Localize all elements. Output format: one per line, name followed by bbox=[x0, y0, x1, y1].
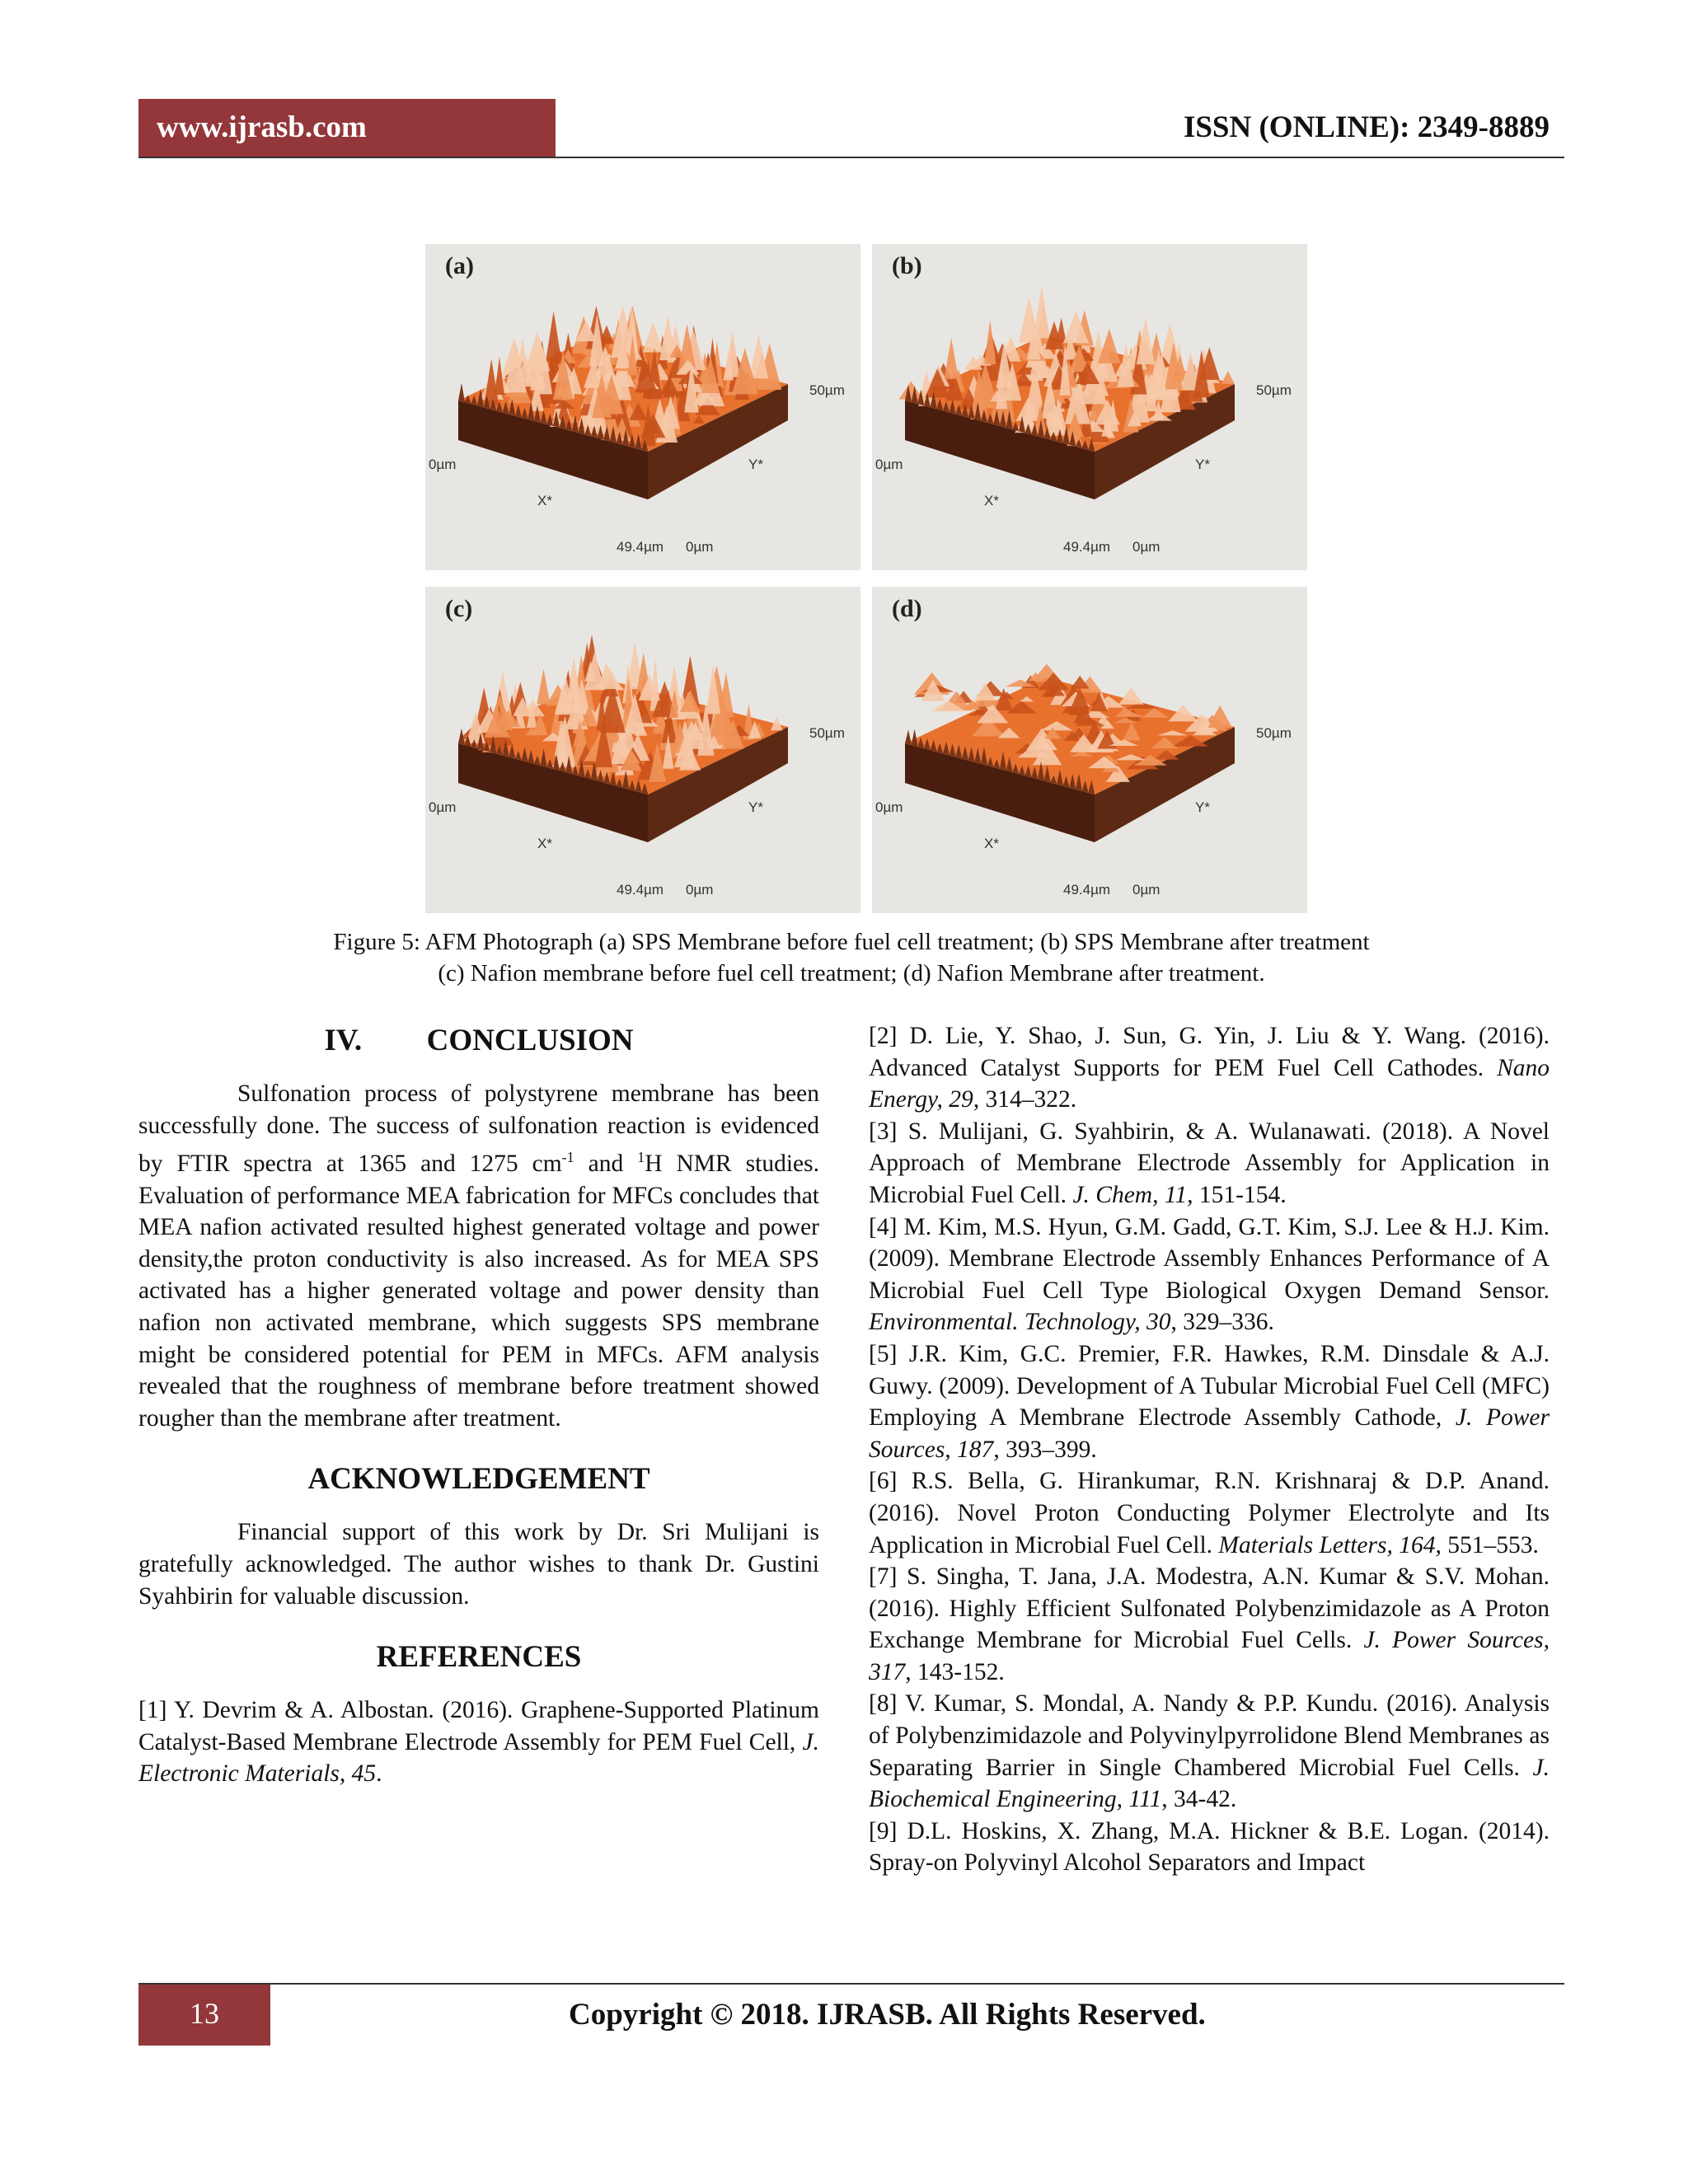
afm-panel-a bbox=[425, 244, 860, 570]
afm-surface-a bbox=[425, 244, 860, 570]
surface-peak bbox=[643, 322, 664, 353]
surface-peak bbox=[537, 668, 550, 704]
journal-issn: ISSN (ONLINE): 2349-8889 bbox=[1183, 110, 1550, 144]
reference-item: [7] S. Singha, T. Jana, J.A. Modestra, A.N. Kumar & S.V. Mohan. (2016). Highly Efficient Sulfonated Polybenzimidazole as A Proton Exchange Membrane for Microbial Fuel Cells. J. Power Sources, 317, 143-152. bbox=[869, 1563, 1550, 1685]
x-axis-label: X* bbox=[984, 493, 999, 509]
acknowledgement-body: Financial support of this work by Dr. Sri Mulijani is gratefully acknowledged. The author wishes to thank Dr. Gustini Syahbirin for valuable discussion. bbox=[138, 1519, 819, 1610]
reference-item: [4] M. Kim, M.S. Hyun, G.M. Gadd, G.T. Kim, S.J. Lee & H.J. Kim. (2009). Membrane Electrode Assembly Enhances Performance of A Microbial Fuel Cell Type Biological Oxygen Demand Sensor. Environmental. Technology, 30, 329–336. bbox=[869, 1213, 1550, 1336]
origin-label: 0µm bbox=[429, 457, 457, 472]
surface-edge-peak bbox=[905, 730, 912, 745]
surface-peak bbox=[748, 334, 768, 378]
surface-peak bbox=[1221, 371, 1235, 384]
zero-label: 0µm bbox=[1132, 882, 1160, 898]
x-length-label: 49.4µm bbox=[617, 539, 664, 555]
surface-edge-peak bbox=[458, 383, 465, 402]
surface-peak bbox=[944, 338, 959, 379]
zero-label: 0µm bbox=[686, 539, 714, 555]
zero-label: 0µm bbox=[1132, 539, 1160, 555]
y-axis-label: Y* bbox=[748, 457, 763, 472]
copyright-notice: Copyright © 2018. IJRASB. All Rights Reserved. bbox=[569, 1998, 1206, 2032]
figure-caption-line2: (c) Nafion membrane before fuel cell treatment; (d) Nafion Membrane after treatment. bbox=[438, 960, 1265, 987]
origin-label: 0µm bbox=[875, 457, 903, 472]
x-length-label: 49.4µm bbox=[617, 882, 664, 898]
left-column bbox=[138, 1020, 819, 1790]
reference-item: [9] D.L. Hoskins, X. Zhang, M.A. Hickner & B.E. Logan. (2014). Spray-on Polyvinyl Alcohol Separators and Impact bbox=[869, 1817, 1550, 1877]
journal-url[interactable]: www.ijrasb.com bbox=[157, 110, 367, 144]
reference-item: [6] R.S. Bella, G. Hirankumar, R.N. Krishnaraj & D.P. Anand. (2016). Novel Proton Conducting Polymer Electrolyte and Its Application in Microbial Fuel Cell. Materials Letters, 164, 551–553. bbox=[869, 1468, 1550, 1558]
z-axis-label: 50µm bbox=[1256, 725, 1292, 741]
z-axis-label: 50µm bbox=[1256, 382, 1292, 398]
origin-label: 0µm bbox=[429, 799, 457, 815]
reference-item: [2] D. Lie, Y. Shao, J. Sun, G. Yin, J. Liu & Y. Wang. (2016). Advanced Catalyst Supports for PEM Fuel Cell Cathodes. Nano Energy, 29, 314–322. bbox=[869, 1023, 1550, 1113]
reference-item: [1] Y. Devrim & A. Albostan. (2016). Graphene-Supported Platinum Catalyst-Based Membrane Electrode Assembly for PEM Fuel Cell, J. Electronic Materials, 45. bbox=[138, 1697, 819, 1788]
reference-item: [5] J.R. Kim, G.C. Premier, F.R. Hawkes, R.M. Dinsdale & A.J. Guwy. (2009). Development of A Tubular Microbial Fuel Cell (MFC) Employing A Membrane Electrode Assembly Cathode, J. Power Sources, 187, 393–399. bbox=[869, 1340, 1550, 1463]
panel-label: (c) bbox=[445, 595, 473, 622]
surface-peak bbox=[725, 330, 740, 377]
afm-panel-b bbox=[872, 244, 1307, 570]
panel-label: (b) bbox=[892, 252, 922, 279]
afm-surface-b bbox=[872, 244, 1307, 570]
x-axis-label: X* bbox=[984, 836, 999, 851]
x-axis-label: X* bbox=[537, 836, 552, 851]
acknowledgement-heading: ACKNOWLEDGEMENT bbox=[307, 1462, 650, 1497]
reference-item: [3] S. Mulijani, G. Syahbirin, & A. Wulanawati. (2018). A Novel Approach of Membrane Electrode Assembly for Application in Microbial Fuel Cell. J. Chem, 11, 151-154. bbox=[869, 1118, 1550, 1208]
section-number: IV. bbox=[324, 1024, 363, 1057]
references-heading: REFERENCES bbox=[376, 1640, 582, 1675]
afm-panel-d bbox=[872, 587, 1307, 913]
y-axis-label: Y* bbox=[748, 799, 763, 815]
x-length-label: 49.4µm bbox=[1063, 882, 1111, 898]
section-title: CONCLUSION bbox=[426, 1024, 634, 1057]
afm-surface-c bbox=[425, 587, 860, 913]
afm-panel-c bbox=[425, 587, 860, 913]
footer-rule bbox=[138, 1983, 1564, 1985]
header-rule bbox=[138, 157, 1564, 158]
y-axis-label: Y* bbox=[1195, 457, 1210, 472]
panel-label: (d) bbox=[892, 595, 922, 622]
conclusion-heading bbox=[138, 1020, 819, 1062]
conclusion-body: Sulfonation process of polystyrene membrane has been successfully done. The success of sulfonation reaction is evidenced by FTIR spectra at 1365 and 1275 $cm^{-1}$ and $^1$H NMR studies. Evaluation of performance MEA fabrication for MFCs concludes that MEA nafion activated resulted highest generated voltage and power density,the proton conductivity is also increased. As for MEA SPS activated has a higher generated voltage and power density than nafion non activated membrane, which suggests SPS membrane might be considered potential for PEM in MFCs. AFM analysis revealed that the roughness of membrane before treatment showed rougher than the membrane after treatment. bbox=[138, 1080, 819, 1432]
x-axis-label: X* bbox=[537, 493, 552, 509]
figure-caption-line1: Figure 5: AFM Photograph (a) SPS Membrane before fuel cell treatment; (b) SPS Membrane after treatment bbox=[333, 929, 1370, 955]
page-number: 13 bbox=[190, 1997, 219, 2030]
z-axis-label: 50µm bbox=[809, 725, 845, 741]
x-length-label: 49.4µm bbox=[1063, 539, 1111, 555]
surface-peak bbox=[984, 320, 996, 364]
origin-label: 0µm bbox=[875, 799, 903, 815]
z-axis-label: 50µm bbox=[809, 382, 845, 398]
panel-label: (a) bbox=[445, 252, 474, 279]
afm-surface-d bbox=[872, 587, 1307, 913]
y-axis-label: Y* bbox=[1195, 799, 1210, 815]
zero-label: 0µm bbox=[686, 882, 714, 898]
surface-peak bbox=[1118, 687, 1144, 705]
right-column bbox=[869, 1020, 1550, 1879]
reference-item: [8] V. Kumar, S. Mondal, A. Nandy & P.P. Kundu. (2016). Analysis of Polybenzimidazole and Polyvinylpyrrolidone Blend Membranes as Separating Barrier in Single Chambered Microbial Fuel Cells. J. Biochemical Engineering, 111, 34-42. bbox=[869, 1690, 1550, 1813]
